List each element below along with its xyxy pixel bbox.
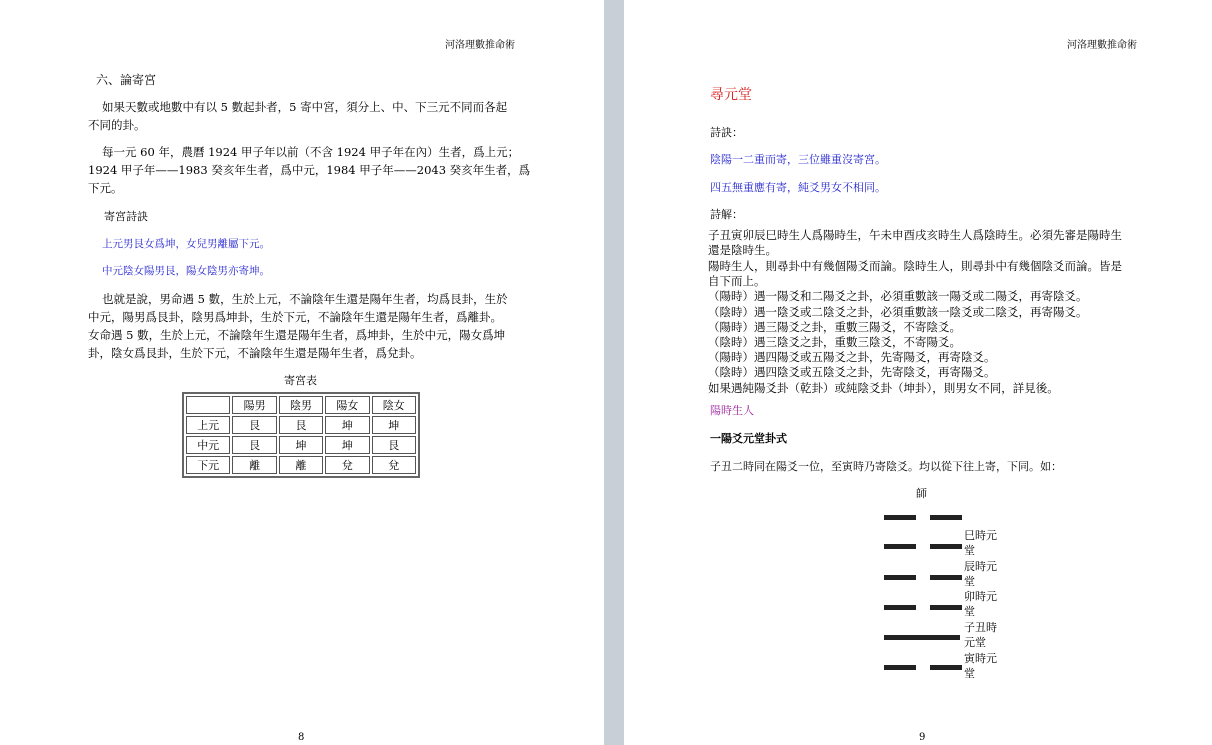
paragraph-3: [88, 290, 508, 362]
table-header-cell: 陽女: [325, 396, 369, 414]
yin-line: [930, 665, 962, 670]
table-cell: 下元: [186, 456, 230, 474]
yang-line: [884, 635, 960, 640]
poem-title: 寄宮詩訣: [104, 210, 148, 223]
hexagram-line-label: [964, 589, 997, 619]
table-cell: 坤: [372, 416, 416, 434]
label-text: 元堂: [964, 636, 986, 649]
table-cell: 離: [279, 456, 323, 474]
table-cell: 艮: [372, 436, 416, 454]
table-cell: 上元: [186, 416, 230, 434]
yang-time-label: 陽時生人: [710, 404, 754, 417]
label-text: 堂: [964, 605, 975, 618]
paragraph-line: 1924 甲子年——1983 癸亥年生者，爲中元，1984 甲子年——2043 癸亥年生者，爲: [88, 163, 531, 177]
explain-line: 子丑寅卯辰巳時生人爲陽時生，午未申酉戌亥時生人爲陰時生。必須先審是陽時生: [708, 228, 1122, 242]
sub-title: 一陽爻元堂卦式: [710, 432, 787, 445]
explain-line: （陰時）遇四陰爻或五陰爻之卦，先寄陰爻，再寄陽爻。: [708, 365, 996, 379]
table-row: [186, 456, 416, 474]
table-cell: 中元: [186, 436, 230, 454]
page-number-right: 9: [919, 732, 926, 743]
yin-line: [884, 515, 916, 520]
table-header-cell: [186, 396, 230, 414]
label-text: 堂: [964, 667, 975, 680]
yin-line: [930, 515, 962, 520]
table-header-cell: 陽男: [232, 396, 276, 414]
table-cell: 兌: [372, 456, 416, 474]
explain-line: 陽時生人，則尋卦中有幾個陽爻而論。陰時生人，則尋卦中有幾個陰爻而論。皆是: [708, 259, 1122, 273]
paragraph-2: [88, 143, 530, 197]
yin-line: [884, 605, 916, 610]
yin-line: [930, 575, 962, 580]
poem-line: 陰陽一二重而寄，三位雖重沒寄宮。: [710, 153, 886, 166]
table-cell: 坤: [279, 436, 323, 454]
table-cell: 離: [232, 456, 276, 474]
paragraph-line: 女命遇 5 數，生於上元，不論陰年生還是陽年生者，爲坤卦，生於中元，陽女爲坤: [88, 328, 506, 342]
running-header-right: 河洛理數推命術: [1067, 40, 1137, 51]
table-cell: 兌: [325, 456, 369, 474]
paragraph-line: 也就是說，男命遇 5 數，生於上元，不論陰年生還是陽年生者，均爲艮卦，生於: [102, 292, 508, 306]
paragraph-line: 中元，陽男爲艮卦，陰男爲坤卦，生於下元，不論陰年生還是陽年生者，爲離卦。: [88, 310, 502, 324]
section-title-red: 尋元堂: [710, 87, 752, 103]
table-cell: 艮: [279, 416, 323, 434]
running-header-left: 河洛理數推命術: [445, 40, 515, 51]
paragraph-line: 如果天數或地數中有以 5 數起卦者，5 寄中宮，須分上、中、下三元不同而各起: [102, 100, 508, 114]
label-text: 堂: [964, 575, 975, 588]
table-cell: 艮: [232, 416, 276, 434]
label-text: 辰時元: [964, 560, 997, 573]
description: 子丑二時同在陽爻一位，至寅時乃寄陰爻。均以從下往上寄，下同。如：: [710, 460, 1062, 473]
paragraph-line: 每一元 60 年，農曆 1924 甲子年以前（不含 1924 甲子年在內）生者，爲上元；: [102, 145, 520, 159]
poem-line: 上元男艮女爲坤，女兒男離屬下元。: [102, 238, 270, 250]
page-number-left: 8: [298, 732, 305, 743]
explain-line: （陽時）遇四陽爻或五陽爻之卦，先寄陽爻，再寄陰爻。: [708, 350, 996, 364]
table-row: [186, 436, 416, 454]
paragraph-1: [88, 98, 507, 134]
explain-line: （陰時）遇三陰爻之卦，重數三陰爻，不寄陽爻。: [708, 335, 961, 349]
paragraph-line: 不同的卦。: [88, 118, 146, 132]
table-header-row: [186, 396, 416, 414]
table-caption: 寄宮表: [284, 374, 317, 387]
poem-label: 詩訣：: [710, 126, 743, 139]
hexagram-line-label: [964, 559, 997, 589]
table-header-cell: 陰男: [279, 396, 323, 414]
table-cell: 坤: [325, 416, 369, 434]
explain-label: 詩解：: [710, 208, 743, 221]
explain-line: （陰時）遇一陰爻或二陰爻之卦，必須重數該一陰爻或二陰爻，再寄陽爻。: [708, 305, 1088, 319]
yin-line: [884, 665, 916, 670]
explain-line: （陽時）遇一陽爻和二陽爻之卦，必須重數該一陽爻或二陽爻，再寄陰爻。: [708, 289, 1088, 303]
yin-line: [930, 544, 962, 549]
poem-line: 中元陰女陽男艮，陽女陰男亦寄坤。: [102, 265, 270, 277]
yin-line: [930, 605, 962, 610]
table-cell: 坤: [325, 436, 369, 454]
paragraph-line: 卦，陰女爲艮卦，生於下元，不論陰年生還是陽年生者，爲兌卦。: [88, 346, 422, 360]
explain-line: （陽時）遇三陽爻之卦，重數三陽爻，不寄陰爻。: [708, 320, 961, 334]
paragraph-line: 下元。: [88, 181, 123, 195]
hexagram-name: 師: [916, 487, 927, 500]
label-text: 子丑時: [964, 621, 997, 634]
hexagram-line-label: [964, 528, 997, 558]
label-text: 寅時元: [964, 652, 997, 665]
hexagram-line-label: [964, 620, 997, 650]
hexagram-line-label: [964, 651, 997, 681]
yin-line: [884, 575, 916, 580]
explain-line: 自下而上。: [708, 274, 766, 288]
explain-line: 如果遇純陽爻卦（乾卦）或純陰爻卦（坤卦），則男女不同，詳見後。: [708, 381, 1059, 395]
yin-line: [884, 544, 916, 549]
table-row: [186, 416, 416, 434]
label-text: 堂: [964, 544, 975, 557]
section-title: 六、論寄宮: [96, 73, 157, 87]
table-cell: 艮: [232, 436, 276, 454]
poem-line: 四五無重應有寄，純爻男女不相同。: [710, 181, 886, 194]
explain-line: 還是陰時生。: [708, 243, 777, 257]
table-header-cell: 陰女: [372, 396, 416, 414]
jigong-table: [182, 392, 420, 478]
label-text: 卯時元: [964, 590, 997, 603]
page-gutter: [604, 0, 624, 745]
label-text: 巳時元: [964, 529, 997, 542]
